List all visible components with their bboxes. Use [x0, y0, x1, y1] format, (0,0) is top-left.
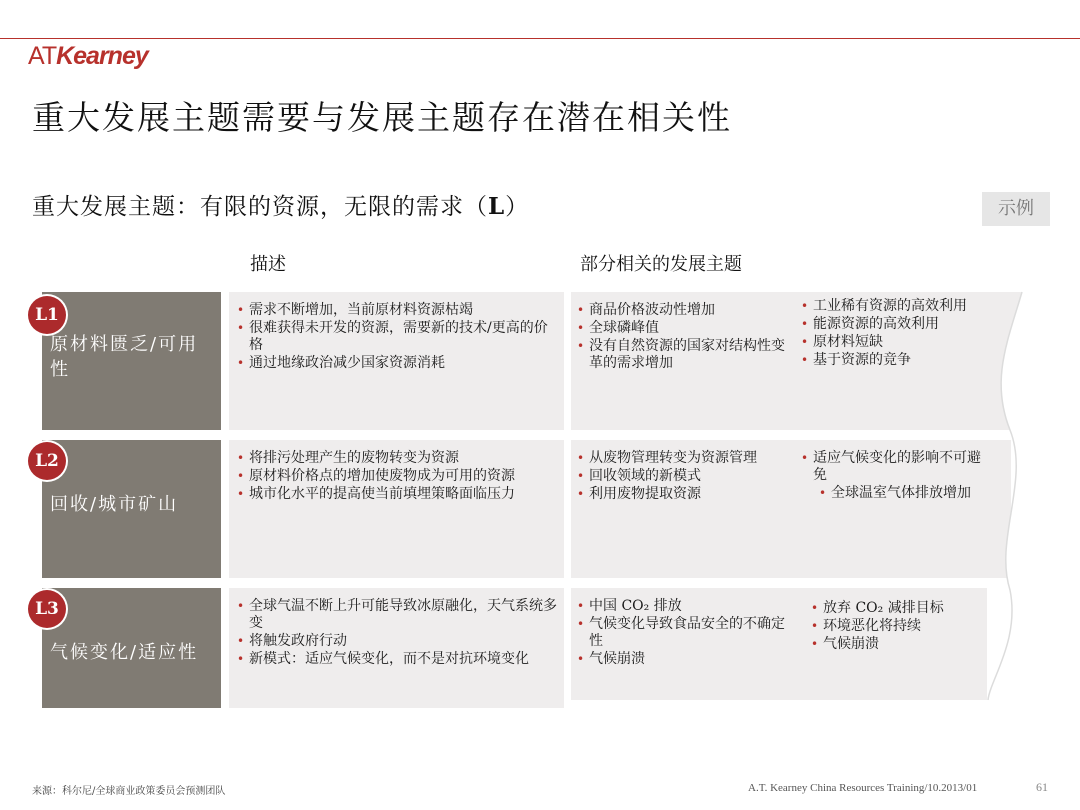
badge-l2: L2 [28, 442, 66, 480]
list-item: • 全球磷峰值 [575, 320, 793, 337]
list-item: • 气候崩溃 [575, 651, 793, 668]
list-item: • 环境恶化将持续 [809, 618, 979, 635]
list-item: • 全球温室气体排放增加 [799, 485, 995, 502]
list-item: • 工业稀有资源的高效利用 [799, 298, 979, 315]
list-item: • 中国 CO₂ 排放 [575, 598, 793, 615]
list-item: • 通过地缘政治减少国家资源消耗 [235, 355, 556, 372]
list-item: • 城市化水平的提高使当前填埋策略面临压力 [235, 486, 558, 503]
page-number: 61 [1036, 780, 1048, 794]
row-label-l1: 原材料匮乏/可用性 [42, 292, 221, 430]
column-header-description: 描述 [250, 254, 286, 275]
footer-info: A.T. Kearney China Resources Training/10.2013/01 [748, 782, 978, 794]
list-item: • 原材料短缺 [799, 334, 979, 351]
list-item: • 需求不断增加，当前原材料资源枯竭 [235, 302, 556, 319]
list-item: • 基于资源的竞争 [799, 352, 979, 369]
row-label-l3: 气候变化/适应性 [42, 588, 221, 708]
list-item: • 适应气候变化的影响不可避免 [799, 450, 995, 484]
list-item: • 利用废物提取资源 [575, 486, 797, 503]
example-tag: 示例 [982, 192, 1050, 226]
list-item: • 原材料价格点的增加使废物成为可用的资源 [235, 468, 558, 485]
list-item: • 将触发政府行动 [235, 633, 558, 650]
footer-source: 来源：科尔尼/全球商业政策委员会预测团队 [32, 786, 226, 797]
section-subtitle: 重大发展主题：有限的资源，无限的需求（L） [32, 193, 530, 220]
list-item: • 新模式：适应气候变化，而不是对抗环境变化 [235, 651, 558, 668]
list-item: • 将排污处理产生的废物转变为资源 [235, 450, 558, 467]
row-label-l2: 回收/城市矿山 [42, 440, 221, 578]
list-item: • 没有自然资源的国家对结构性变革的需求增加 [575, 338, 793, 372]
list-item: • 商品价格波动性增加 [575, 302, 793, 319]
column-header-related: 部分相关的发展主题 [580, 254, 742, 275]
list-item: • 从废物管理转变为资源管理 [575, 450, 797, 467]
list-item: • 全球气温不断上升可能导致冰原融化，天气系统多变 [235, 598, 558, 632]
list-item: • 气候变化导致食品安全的不确定性 [575, 616, 793, 650]
list-item: • 放弃 CO₂ 减排目标 [809, 600, 979, 617]
list-item: • 很难获得未开发的资源，需要新的技术/更高的价格 [235, 320, 556, 354]
badge-l1: L1 [28, 296, 66, 334]
list-item: • 回收领域的新模式 [575, 468, 797, 485]
page-title: 重大发展主题需要与发展主题存在潜在相关性 [32, 98, 732, 137]
badge-l3: L3 [28, 590, 66, 628]
list-item: • 气候崩溃 [809, 636, 979, 653]
list-item: • 能源资源的高效利用 [799, 316, 979, 333]
company-logo: ATKearney [28, 42, 148, 70]
